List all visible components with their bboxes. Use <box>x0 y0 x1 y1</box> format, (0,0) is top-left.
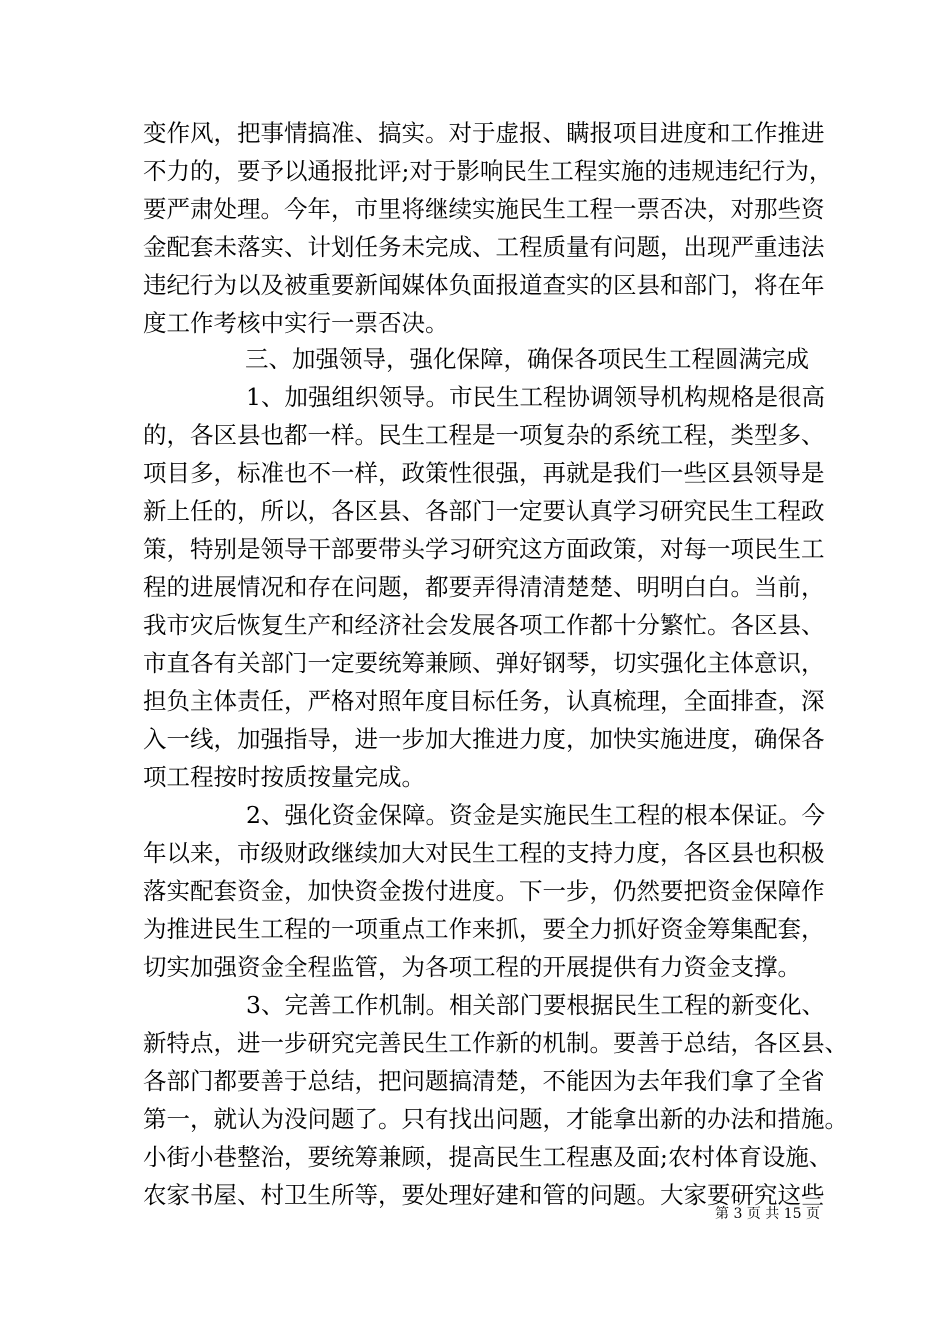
text-line: 入一线，加强指导，进一步加大推进力度，加快实施进度，确保各 <box>143 725 825 753</box>
text-line: 第一，就认为没问题了。只有找出问题，才能拿出新的办法和措施。 <box>143 1105 848 1133</box>
text-line: 项目多，标准也不一样，政策性很强，再就是我们一些区县领导是 <box>143 459 825 487</box>
text-line: 小街小巷整治，要统筹兼顾，提高民生工程惠及面;农村体育设施、 <box>143 1143 833 1171</box>
text-line: 违纪行为以及被重要新闻媒体负面报道查实的区县和部门，将在年 <box>143 271 825 299</box>
text-line: 的，各区县也都一样。民生工程是一项复杂的系统工程，类型多、 <box>143 421 825 449</box>
text-line: 农家书屋、村卫生所等，要处理好建和管的问题。大家要研究这些 <box>143 1181 825 1209</box>
section-heading: 三、加强领导，强化保障，确保各项民生工程圆满完成 <box>245 345 809 373</box>
text-line: 年以来，市级财政继续加大对民生工程的支持力度，各区县也积极 <box>143 839 825 867</box>
text-line: 度工作考核中实行一票否决。 <box>143 309 449 337</box>
text-line: 新特点，进一步研究完善民生工作新的机制。要善于总结，各区县、 <box>143 1029 848 1057</box>
text-line: 担负主体责任，严格对照年度目标任务，认真梳理，全面排查，深 <box>143 687 825 715</box>
text-line: 我市灾后恢复生产和经济社会发展各项工作都十分繁忙。各区县、 <box>143 611 825 639</box>
page-number: 第 3 页 共 15 页 <box>715 1206 820 1222</box>
paragraph-first-line: 2、强化资金保障。资金是实施民生工程的根本保证。今 <box>246 801 825 829</box>
text-line: 不力的，要予以通报批评;对于影响民生工程实施的违规违纪行为， <box>143 157 833 185</box>
text-line: 新上任的，所以，各区县、各部门一定要认真学习研究民生工程政 <box>143 497 825 525</box>
text-line: 程的进展情况和存在问题，都要弄得清清楚楚、明明白白。当前， <box>143 573 825 601</box>
paragraph-first-line: 3、完善工作机制。相关部门要根据民生工程的新变化、 <box>246 991 825 1019</box>
text-line: 金配套未落实、计划任务未完成、工程质量有问题，出现严重违法 <box>143 233 825 261</box>
text-line: 策，特别是领导干部要带头学习研究这方面政策，对每一项民生工 <box>143 535 825 563</box>
text-line: 落实配套资金，加快资金拨付进度。下一步，仍然要把资金保障作 <box>143 877 825 905</box>
text-line: 为推进民生工程的一项重点工作来抓，要全力抓好资金筹集配套， <box>143 915 825 943</box>
text-line: 变作风，把事情搞准、搞实。对于虚报、瞒报项目进度和工作推进 <box>143 119 825 147</box>
text-line: 要严肃处理。今年，市里将继续实施民生工程一票否决，对那些资 <box>143 195 825 223</box>
paragraph-first-line: 1、加强组织领导。市民生工程协调领导机构规格是很高 <box>246 383 825 411</box>
text-line: 市直各有关部门一定要统筹兼顾、弹好钢琴，切实强化主体意识， <box>143 649 825 677</box>
text-line: 切实加强资金全程监管，为各项工程的开展提供有力资金支撑。 <box>143 953 801 981</box>
text-line: 项工程按时按质按量完成。 <box>143 763 425 791</box>
text-line: 各部门都要善于总结，把问题搞清楚，不能因为去年我们拿了全省 <box>143 1067 825 1095</box>
